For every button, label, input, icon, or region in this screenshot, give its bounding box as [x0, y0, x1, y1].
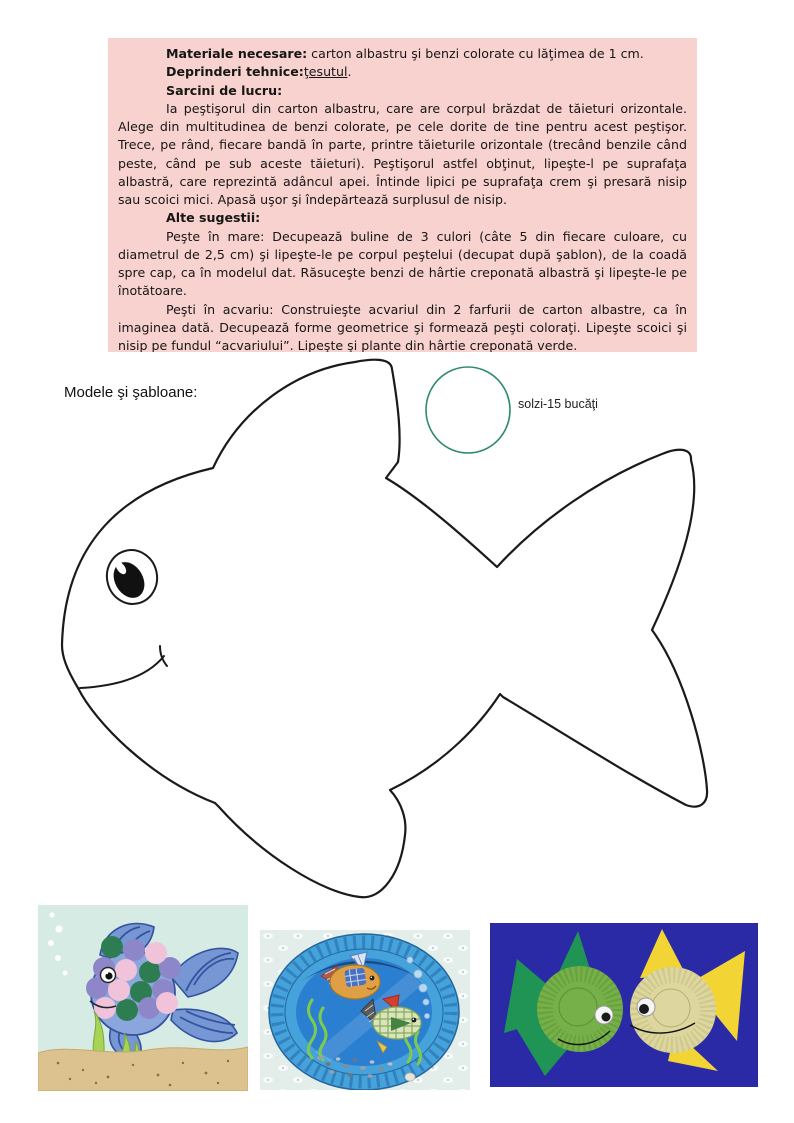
green-liner-center	[559, 988, 597, 1026]
materials-text: carton albastru şi benzi colorate cu lăţimea de 1 cm.	[307, 46, 644, 61]
plate-aquarium-art	[260, 930, 470, 1090]
suggestion-aquarium-paragraph: Peşti în acvariu: Construieşte acvariul din 2 farfurii de carton albastre, ca în imaginea dată. Decupează forme geometrice şi formează peşti coloraţi. Lipeşte scoici şi nisip pe fundul “acvariului”. Lipeşte şi plante din hârtie creponată verde.	[118, 301, 687, 352]
photo-paper-plate-aquarium	[260, 930, 470, 1090]
templates-heading: Modele şi şabloane:	[64, 384, 198, 401]
shell	[405, 1073, 415, 1081]
fish-eye-glint	[106, 972, 108, 974]
materials-label: Materiale necesare:	[166, 46, 308, 61]
suggestion-sea-paragraph: Peşte în mare: Decupează buline de 3 culori (câte 5 din fiecare culoare, cu diametrul de 2,5 cm) şi lipeşte-le pe corpul peştelui (decupat după şablon), de la coadă spre cap, ca în modelul dat. Răsuceşte benzi de hârtie creponată albastră şi lipeşte-le pe înotătoare.	[118, 228, 687, 299]
suggestions-heading: Alte sugestii:	[166, 210, 261, 226]
scale-count-label: solzi-15 bucăţi	[518, 397, 598, 411]
photo-rainbow-fish-craft	[38, 905, 248, 1091]
skills-underlined-term: ţesutul	[303, 64, 348, 80]
green-fish-eye	[412, 1018, 417, 1023]
skills-label: Deprinderi tehnice:	[166, 64, 304, 80]
liner-fish-art	[490, 923, 758, 1087]
fish-mouth	[80, 656, 164, 688]
orange-fish-eye	[370, 976, 375, 981]
photo-cupcake-liner-fish	[490, 923, 758, 1087]
green-fish-pupil	[602, 1013, 611, 1022]
yellow-fish-pupil	[639, 1004, 649, 1014]
scale-template-circle	[426, 367, 510, 453]
cream-liner-center	[652, 989, 690, 1027]
rainbow-fish-art	[38, 905, 248, 1091]
skills-suffix: .	[347, 64, 352, 80]
tasks-heading: Sarcini de lucru:	[166, 82, 283, 98]
fish-outline	[62, 360, 707, 898]
sand	[38, 1047, 248, 1091]
orange-fish-plaid-patch	[344, 968, 366, 988]
tasks-paragraph: Ia peştişorul din carton albastru, care are corpul brăzdat de tăieturi orizontale. Alege din multitudinea de benzi colorate, pe cele dorite de tine pentru acest peştişor. Trece, pe rând, fiecare bandă în parte, printre tăieturile orizontale (trecând benzile când peste, când pe sub aceste tăieturi). Peştişorul astfel obţinut, lipeşte-l pe suprafaţa albastră, care reprezintă adâncul apei. Întinde lipici pe suprafaţa crem şi presară nisip sau scoici mici. Apasă uşor şi îndepărtează surplusul de nisip.	[118, 100, 687, 207]
